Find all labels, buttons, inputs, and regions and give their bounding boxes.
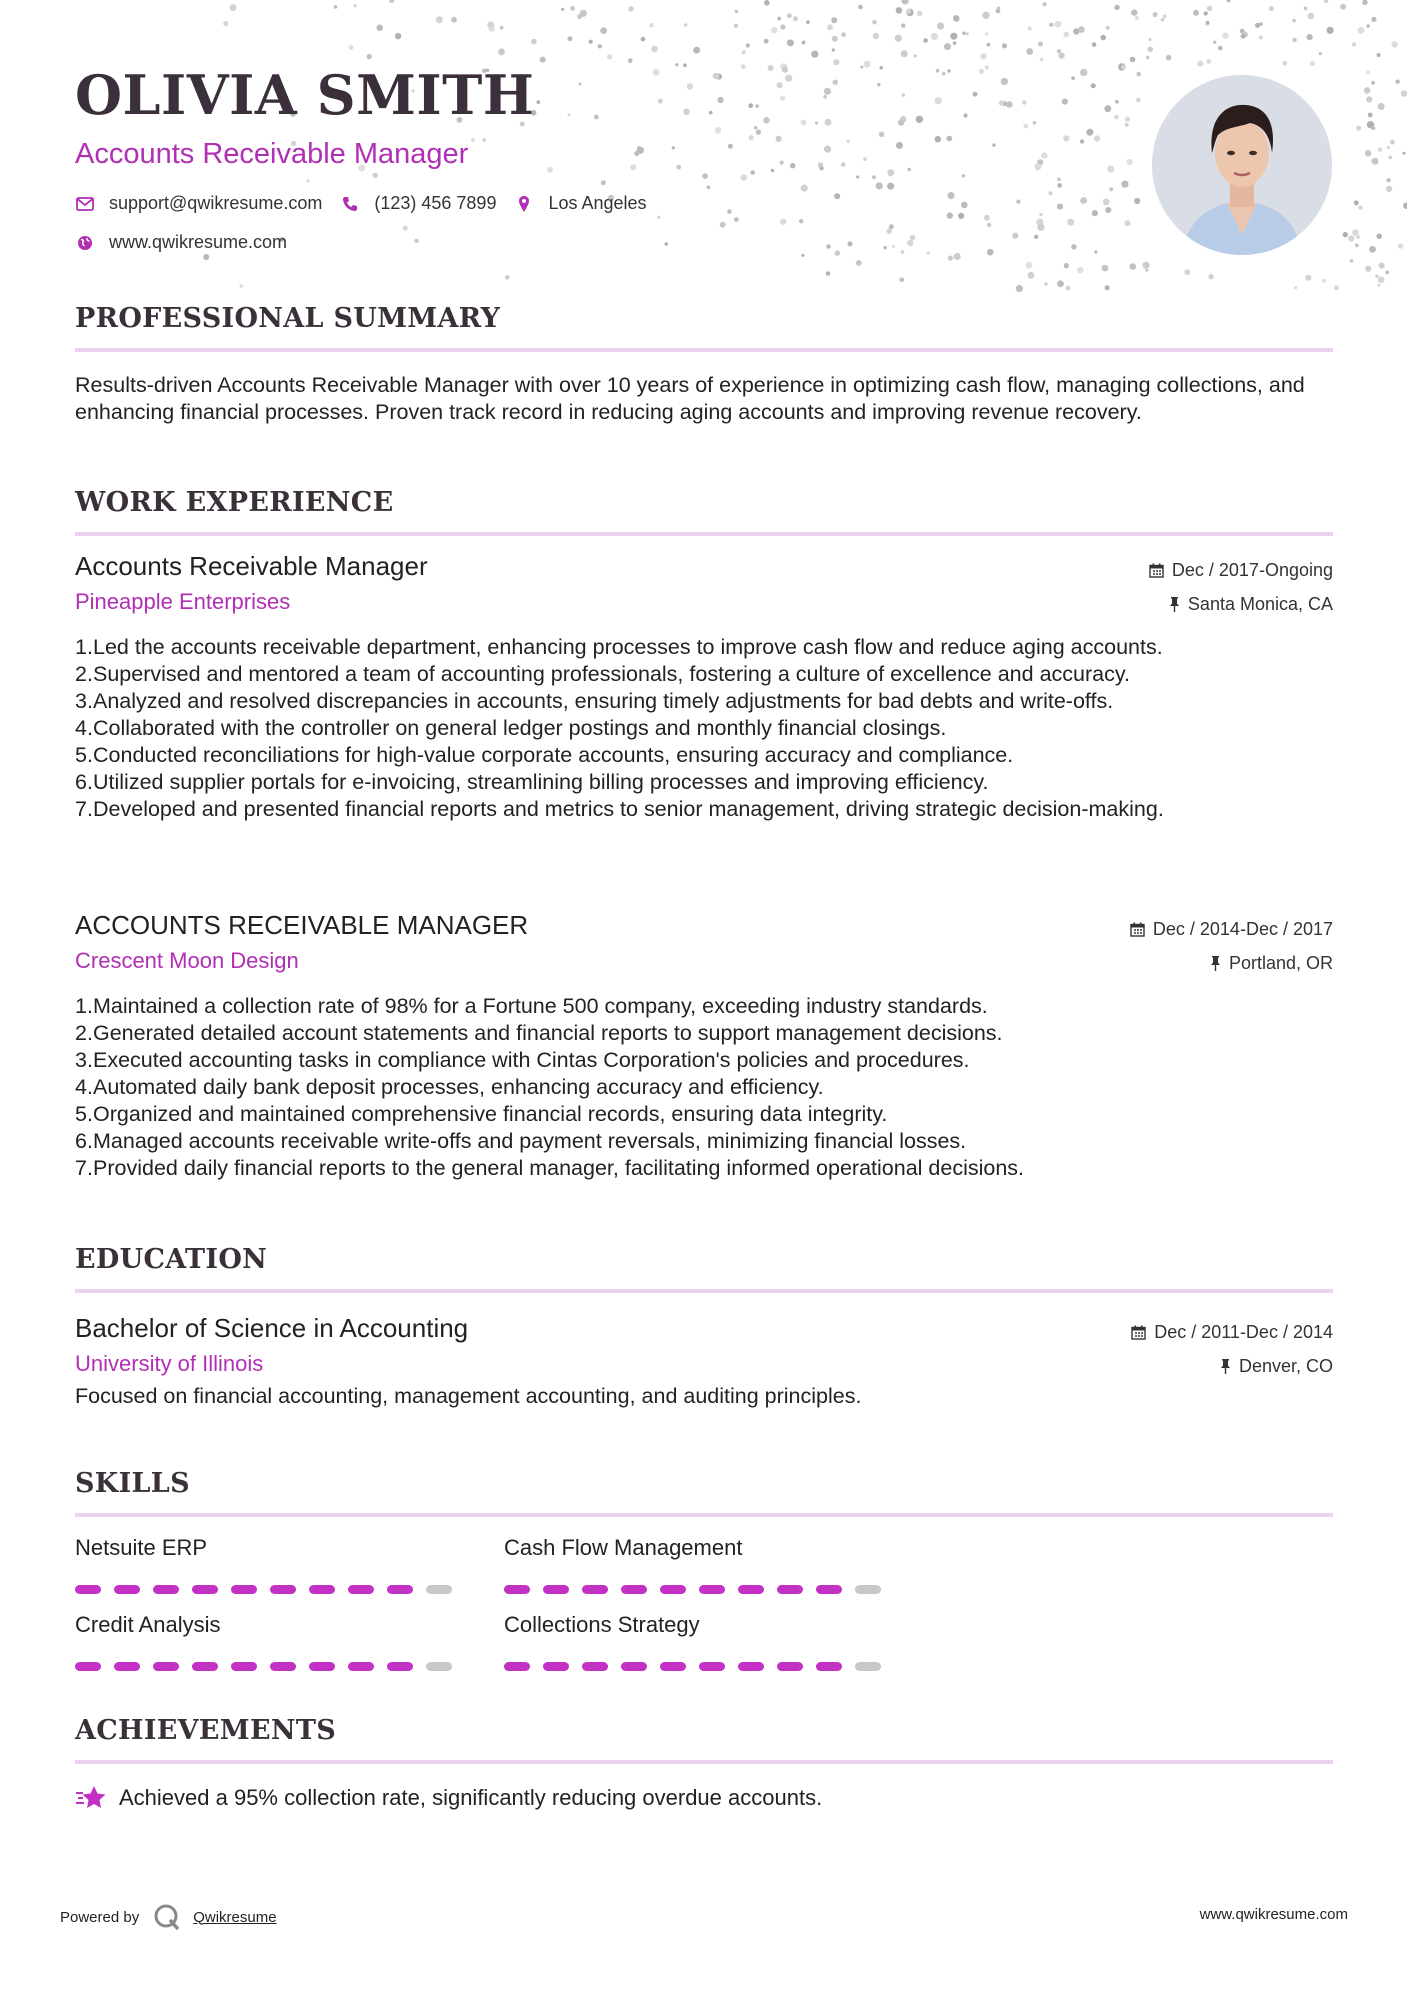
skill-segment-filled xyxy=(699,1662,725,1671)
skill-level-bar xyxy=(75,1585,504,1594)
website-text: www.qwikresume.com xyxy=(109,232,288,252)
skill-segment-filled xyxy=(153,1662,179,1671)
skill-segment-filled xyxy=(348,1585,374,1594)
contact-website[interactable] xyxy=(75,232,287,253)
education-location-text: Denver, CO xyxy=(1238,1356,1333,1376)
job-date-text: Dec / 2014-Dec / 2017 xyxy=(1152,919,1333,939)
item-number: 5. xyxy=(75,1102,93,1126)
skill-name: Collections Strategy xyxy=(504,1612,700,1637)
item-text: Automated daily bank deposit processes, enhancing accuracy and efficiency. xyxy=(93,1075,824,1099)
job-date xyxy=(1149,561,1333,579)
skill-segment-empty xyxy=(855,1662,881,1671)
skill-segment-filled xyxy=(504,1662,530,1671)
skill-name: Credit Analysis xyxy=(75,1612,221,1637)
pushpin-icon xyxy=(1169,596,1180,612)
responsibility-item xyxy=(75,1047,1333,1074)
skill-segment-filled xyxy=(816,1662,842,1671)
achievement-item xyxy=(75,1784,1333,1812)
contact-row xyxy=(75,193,665,214)
education-title: EDUCATION xyxy=(75,1244,268,1275)
job-location-text: Santa Monica, CA xyxy=(1187,594,1333,614)
section-divider xyxy=(75,1513,1333,1517)
skill-item xyxy=(504,1537,933,1594)
candidate-name: OLIVIA SMITH xyxy=(75,63,535,127)
powered-by xyxy=(60,1903,277,1931)
item-number: 3. xyxy=(75,1048,93,1072)
skill-segment-filled xyxy=(777,1662,803,1671)
responsibility-item xyxy=(75,634,1333,661)
skills-grid xyxy=(75,1537,1333,1691)
job-1 xyxy=(75,553,1333,823)
skill-segment-filled xyxy=(660,1585,686,1594)
skill-segment-filled xyxy=(699,1585,725,1594)
globe-icon xyxy=(75,233,95,253)
item-number: 4. xyxy=(75,1075,93,1099)
item-text: Led the accounts receivable department, enhancing processes to improve cash flow and reduce aging accounts. xyxy=(93,635,1163,659)
item-number: 2. xyxy=(75,662,93,686)
skill-segment-filled xyxy=(738,1662,764,1671)
achievements-section xyxy=(75,1717,1333,1812)
item-number: 3. xyxy=(75,689,93,713)
qwikresume-logo-icon xyxy=(153,1903,181,1931)
item-text: Utilized supplier portals for e-invoicing, streamlining billing processes and improving efficiency. xyxy=(93,770,989,794)
item-text: Maintained a collection rate of 98% for a Fortune 500 company, exceeding industry standards. xyxy=(93,994,988,1018)
section-divider xyxy=(75,1289,1333,1293)
job-company: Crescent Moon Design xyxy=(75,948,299,973)
school-name: University of Illinois xyxy=(75,1351,264,1376)
skill-item xyxy=(504,1614,933,1671)
skills-section xyxy=(75,1470,1333,1691)
map-pin-icon xyxy=(514,194,534,214)
education-date-text: Dec / 2011-Dec / 2014 xyxy=(1154,1322,1333,1342)
location-text: Los Angeles xyxy=(548,193,647,213)
section-divider xyxy=(75,532,1333,536)
skill-segment-filled xyxy=(543,1662,569,1671)
responsibility-item xyxy=(75,715,1333,742)
skill-segment-filled xyxy=(231,1662,257,1671)
item-text: Developed and presented financial reports and metrics to senior management, driving strategic decision-making. xyxy=(93,797,1164,821)
item-number: 7. xyxy=(75,1156,93,1180)
skill-segment-filled xyxy=(309,1662,335,1671)
skill-item xyxy=(75,1537,504,1594)
skill-segment-filled xyxy=(270,1662,296,1671)
item-number: 6. xyxy=(75,1129,93,1153)
job-responsibilities xyxy=(75,993,1333,1182)
responsibility-item xyxy=(75,688,1333,715)
footer-url[interactable]: www.qwikresume.com xyxy=(1199,1906,1348,1923)
degree-title: Bachelor of Science in Accounting xyxy=(75,1313,469,1343)
envelope-icon xyxy=(75,194,95,214)
job-location xyxy=(1169,595,1333,613)
item-number: 2. xyxy=(75,1021,93,1045)
responsibility-item xyxy=(75,769,1333,796)
skill-segment-filled xyxy=(270,1585,296,1594)
skill-level-bar xyxy=(504,1662,933,1671)
skill-segment-filled xyxy=(75,1585,101,1594)
summary-text: Results-driven Accounts Receivable Manager with over 10 years of experience in optimizing cash flow, managing collections, and enhancing financial processes. Proven track record in reducing aging accounts and improving revenue recovery. xyxy=(75,373,1305,424)
skill-segment-empty xyxy=(855,1585,881,1594)
powered-by-label: Powered by xyxy=(60,1908,140,1926)
responsibility-item xyxy=(75,1074,1333,1101)
qwikresume-link[interactable]: Qwikresume xyxy=(193,1908,277,1926)
item-text: Generated detailed account statements and financial reports to support management decisions. xyxy=(93,1021,1003,1045)
star-badge-icon xyxy=(75,1784,107,1812)
job-responsibilities xyxy=(75,634,1333,823)
job-date xyxy=(1130,920,1333,938)
item-text: Conducted reconciliations for high-value corporate accounts, ensuring accuracy and compliance. xyxy=(93,743,1014,767)
skill-segment-filled xyxy=(582,1585,608,1594)
skill-segment-filled xyxy=(192,1585,218,1594)
education-section xyxy=(75,1246,1333,1410)
skill-segment-filled xyxy=(231,1585,257,1594)
item-number: 4. xyxy=(75,716,93,740)
job-header xyxy=(75,912,1333,972)
skill-segment-filled xyxy=(114,1585,140,1594)
candidate-role: Accounts Receivable Manager xyxy=(75,138,469,170)
item-number: 5. xyxy=(75,743,93,767)
phone-text: (123) 456 7899 xyxy=(374,193,497,213)
summary-title: PROFESSIONAL SUMMARY xyxy=(75,303,501,334)
item-number: 1. xyxy=(75,994,93,1018)
item-text: Provided daily financial reports to the general manager, facilitating informed operational decisions. xyxy=(93,1156,1025,1180)
contact-row-2 xyxy=(75,232,665,253)
phone-icon xyxy=(340,194,360,214)
job-date-text: Dec / 2017-Ongoing xyxy=(1171,560,1333,580)
responsibility-item xyxy=(75,796,1333,823)
skill-segment-filled xyxy=(816,1585,842,1594)
contact-phone[interactable] xyxy=(340,193,496,214)
skill-segment-filled xyxy=(621,1662,647,1671)
skill-level-bar xyxy=(75,1662,504,1671)
job-header xyxy=(75,553,1333,613)
responsibility-item xyxy=(75,1101,1333,1128)
responsibility-item xyxy=(75,742,1333,769)
item-text: Executed accounting tasks in compliance with Cintas Corporation's policies and procedures. xyxy=(93,1048,970,1072)
item-number: 6. xyxy=(75,770,93,794)
skill-segment-filled xyxy=(582,1662,608,1671)
pushpin-icon xyxy=(1220,1358,1231,1374)
pushpin-icon xyxy=(1210,955,1221,971)
job-location-text: Portland, OR xyxy=(1228,953,1333,973)
skill-segment-filled xyxy=(75,1662,101,1671)
summary-section xyxy=(75,305,1333,426)
skill-segment-filled xyxy=(777,1585,803,1594)
calendar-icon xyxy=(1131,1325,1146,1340)
job-2 xyxy=(75,912,1333,1182)
education-date xyxy=(1131,1323,1333,1341)
achievement-text: Achieved a 95% collection rate, significantly reducing overdue accounts. xyxy=(119,1785,823,1810)
item-text: Supervised and mentored a team of accounting professionals, fostering a culture of excellence and accuracy. xyxy=(93,662,1130,686)
skill-segment-filled xyxy=(660,1662,686,1671)
job-title: Accounts Receivable Manager xyxy=(75,551,428,581)
responsibility-item xyxy=(75,1155,1333,1182)
email-text: support@qwikresume.com xyxy=(109,193,323,213)
calendar-icon xyxy=(1130,922,1145,937)
item-number: 7. xyxy=(75,797,93,821)
responsibility-item xyxy=(75,1020,1333,1047)
skill-segment-filled xyxy=(153,1585,179,1594)
profile-photo xyxy=(1152,75,1332,255)
achievements-title: ACHIEVEMENTS xyxy=(75,1715,337,1746)
experience-section xyxy=(75,489,1333,536)
contact-location xyxy=(514,193,646,214)
skills-title: SKILLS xyxy=(75,1468,190,1499)
responsibility-item xyxy=(75,993,1333,1020)
skill-segment-filled xyxy=(387,1662,413,1671)
skill-name: Netsuite ERP xyxy=(75,1535,208,1560)
education-description: Focused on financial accounting, management accounting, and auditing principles. xyxy=(75,1384,862,1408)
skill-segment-filled xyxy=(192,1662,218,1671)
skill-segment-filled xyxy=(543,1585,569,1594)
responsibility-item xyxy=(75,1128,1333,1155)
skill-item xyxy=(75,1614,504,1671)
skill-name: Cash Flow Management xyxy=(504,1535,743,1560)
skill-segment-filled xyxy=(387,1585,413,1594)
experience-title: WORK EXPERIENCE xyxy=(75,487,394,518)
skill-segment-filled xyxy=(621,1585,647,1594)
responsibility-item xyxy=(75,661,1333,688)
job-company: Pineapple Enterprises xyxy=(75,589,291,614)
contact-email[interactable] xyxy=(75,193,322,214)
skill-segment-filled xyxy=(504,1585,530,1594)
skill-segment-empty xyxy=(426,1585,452,1594)
skill-level-bar xyxy=(504,1585,933,1594)
job-title: ACCOUNTS RECEIVABLE MANAGER xyxy=(75,910,529,940)
education-location xyxy=(1220,1357,1333,1375)
calendar-icon xyxy=(1149,563,1164,578)
skill-segment-filled xyxy=(114,1662,140,1671)
section-divider xyxy=(75,1760,1333,1764)
item-text: Collaborated with the controller on general ledger postings and monthly financial closings. xyxy=(93,716,947,740)
section-divider xyxy=(75,348,1333,352)
job-location xyxy=(1210,954,1333,972)
skill-segment-filled xyxy=(348,1662,374,1671)
education-header xyxy=(75,1315,1333,1375)
item-text: Analyzed and resolved discrepancies in accounts, ensuring timely adjustments for bad debts and write-offs. xyxy=(93,689,1114,713)
header xyxy=(75,63,665,253)
skill-segment-filled xyxy=(309,1585,335,1594)
skill-segment-empty xyxy=(426,1662,452,1671)
item-text: Organized and maintained comprehensive financial records, ensuring data integrity. xyxy=(93,1102,888,1126)
skill-segment-filled xyxy=(738,1585,764,1594)
item-number: 1. xyxy=(75,635,93,659)
item-text: Managed accounts receivable write-offs and payment reversals, minimizing financial losses. xyxy=(93,1129,967,1153)
